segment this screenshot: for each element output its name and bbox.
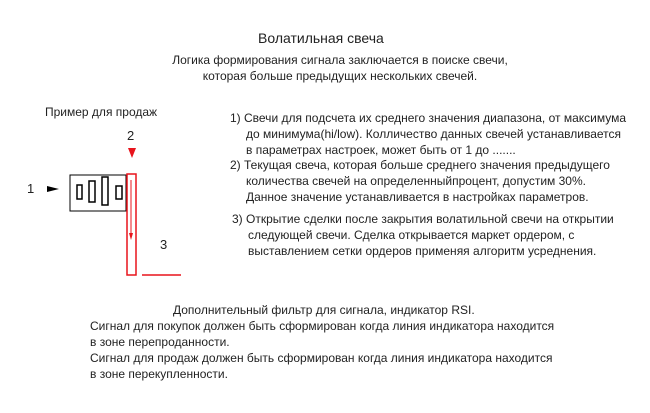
filter-title: Дополнительный фильтр для сигнала, индикатор RSI. — [173, 303, 475, 317]
candle-3 — [102, 177, 108, 205]
step-3-line-1: 3) Открытие сделки после закрытия волатильной свечи на открытии — [232, 212, 614, 226]
step-2-line-1: 2) Текущая свеча, которая больше среднего значения предыдущего — [230, 158, 610, 172]
step-1-line-1: 1) Свечи для подсчета их среднего значения диапазона, от максимума — [230, 111, 627, 125]
step-1-line-2: до минимума(hi/low). Колличество данных свечей устанавливается — [246, 127, 622, 141]
volatile-candle-arrow-head — [129, 233, 133, 240]
marker-2: 2 — [127, 128, 135, 143]
intro-line-1: Логика формирования сигнала заключается в поиске свечи, — [172, 53, 508, 67]
filter-line-2: в зоне перепроданности. — [90, 335, 230, 349]
step-2-line-2: количества свечей на определенныйпроцент, допустим 30%. — [246, 174, 586, 188]
example-label: Пример для продаж — [45, 105, 158, 119]
marker-1: 1 — [27, 181, 35, 196]
arrow-1-icon — [47, 186, 59, 192]
intro-line-2: которая больше предыдущих нескольких свечей. — [202, 69, 478, 83]
filter-text — [90, 318, 554, 382]
filter-line-4: в зоне перекупленности. — [90, 367, 228, 381]
step-3-text — [232, 211, 614, 259]
filter-line-3: Сигнал для продаж должен быть сформирован когда линия индикатора находится — [90, 351, 553, 365]
step-1-text — [230, 110, 626, 158]
step-1-line-3: в параметрах настроек, может быть от 1 до ....... — [246, 143, 516, 157]
candle-4 — [116, 186, 122, 199]
step-3-line-3: выставлением сетки ордеров применяя алгоритм усреднения. — [248, 244, 597, 258]
candle-2 — [89, 181, 95, 202]
step-3-line-2: следующей свечи. Сделка открывается маркет ордером, с — [248, 228, 575, 242]
arrow-2-icon — [128, 148, 136, 158]
marker-3: 3 — [160, 237, 168, 252]
step-2-line-3: Данное значение устанавливается в настройках параметров. — [246, 190, 589, 204]
candle-1 — [77, 185, 82, 199]
filter-line-1: Сигнал для покупок должен быть сформирован когда линия индикатора находится — [90, 319, 555, 333]
page-title: Волатильная свеча — [258, 30, 384, 46]
step-2-text — [230, 157, 610, 205]
